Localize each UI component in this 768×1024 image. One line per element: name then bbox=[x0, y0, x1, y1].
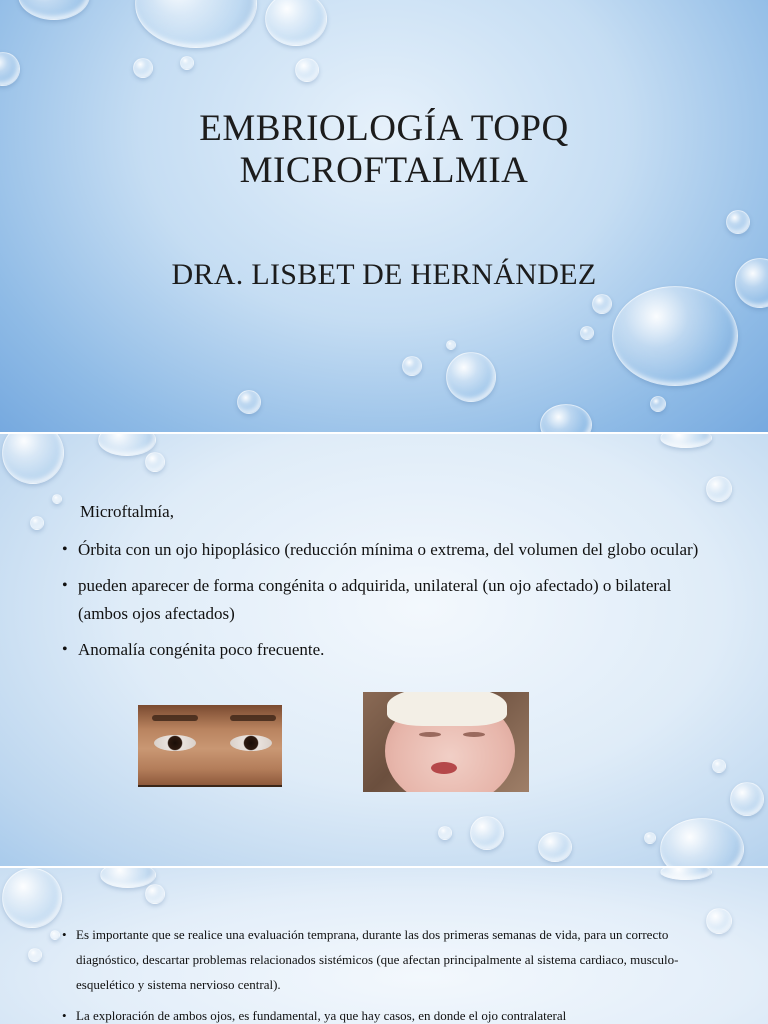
water-drop-decoration bbox=[30, 516, 44, 530]
water-drop-decoration bbox=[446, 352, 496, 402]
water-drop-decoration bbox=[180, 56, 194, 70]
water-drop-decoration bbox=[644, 832, 656, 844]
water-drop-decoration bbox=[470, 816, 504, 850]
eye-shape bbox=[230, 735, 272, 751]
water-drop-decoration bbox=[612, 286, 738, 386]
slide-heading: Microftalmía, bbox=[80, 502, 174, 521]
water-drop-decoration bbox=[0, 52, 20, 86]
list-item: • Es importante que se realice una evaluación temprana, durante las dos primeras semanas de vida, para un correcto diagnóstico, descartar problemas relacionados sistémicos (que afectan principalmente al sistema cardiaco, musculo-esquelético y sistema nervioso central). bbox=[62, 922, 712, 997]
brow-shape bbox=[230, 715, 276, 721]
baby-photo bbox=[363, 692, 529, 792]
water-drop-decoration bbox=[52, 494, 62, 504]
water-drop-decoration bbox=[438, 826, 452, 840]
bullet-list bbox=[62, 536, 702, 664]
list-item: • pueden aparecer de forma congénita o adquirida, unilateral (un ojo afectado) o bilateral (ambos ojos afectados) bbox=[62, 572, 702, 628]
water-drop-decoration bbox=[592, 294, 612, 314]
title-line-1: EMBRIOLOGÍA TOPQ bbox=[199, 108, 569, 149]
baby-eye-shape bbox=[463, 732, 485, 737]
water-drop-decoration bbox=[540, 404, 592, 432]
brow-shape bbox=[152, 715, 198, 721]
water-drop-decoration bbox=[100, 868, 156, 888]
bullet-list bbox=[62, 922, 712, 1024]
slide-microftalmia[interactable] bbox=[0, 434, 768, 866]
water-drop-decoration bbox=[2, 434, 64, 484]
water-drop-decoration bbox=[145, 452, 165, 472]
slide-title[interactable] bbox=[0, 0, 768, 432]
water-drop-decoration bbox=[730, 782, 764, 816]
slide-evaluation[interactable] bbox=[0, 868, 768, 1024]
water-drop-decoration bbox=[660, 818, 744, 866]
water-drop-decoration bbox=[98, 434, 156, 456]
bullet-list-container bbox=[62, 922, 712, 1024]
title-line-2: MICROFTALMIA bbox=[239, 150, 529, 191]
water-drop-decoration bbox=[446, 340, 456, 350]
water-drop-decoration bbox=[145, 884, 165, 904]
list-item: • Anomalía congénita poco frecuente. bbox=[62, 636, 702, 664]
water-drop-decoration bbox=[237, 390, 261, 414]
water-drop-decoration bbox=[402, 356, 422, 376]
water-drop-decoration bbox=[706, 476, 732, 502]
water-drop-decoration bbox=[295, 58, 319, 82]
eyes-photo bbox=[138, 705, 282, 787]
slide-title-text bbox=[0, 108, 768, 192]
water-drop-decoration bbox=[726, 210, 750, 234]
water-drop-decoration bbox=[538, 832, 572, 862]
baby-eye-shape bbox=[419, 732, 441, 737]
water-drop-decoration bbox=[580, 326, 594, 340]
water-drop-decoration bbox=[2, 868, 62, 928]
list-item: • La exploración de ambos ojos, es fundamental, ya que hay casos, en donde el ojo contralateral bbox=[62, 1003, 712, 1024]
list-item: • Órbita con un ojo hipoplásico (reducción mínima o extrema, del volumen del globo ocular) bbox=[62, 536, 702, 564]
water-drop-decoration bbox=[712, 759, 726, 773]
bullet-list-container bbox=[62, 536, 702, 672]
water-drop-decoration bbox=[660, 434, 712, 448]
water-drop-decoration bbox=[50, 930, 60, 940]
water-drop-decoration bbox=[133, 58, 153, 78]
water-drop-decoration bbox=[265, 0, 327, 46]
baby-hat-shape bbox=[387, 692, 507, 726]
water-drop-decoration bbox=[650, 396, 666, 412]
water-drop-decoration bbox=[135, 0, 257, 48]
water-drop-decoration bbox=[18, 0, 90, 20]
eye-shape bbox=[154, 735, 196, 751]
water-drop-decoration bbox=[660, 868, 712, 880]
water-drop-decoration bbox=[28, 948, 42, 962]
baby-mouth-shape bbox=[431, 762, 457, 774]
slide-subtitle: DRA. LISBET DE HERNÁNDEZ bbox=[171, 258, 597, 291]
